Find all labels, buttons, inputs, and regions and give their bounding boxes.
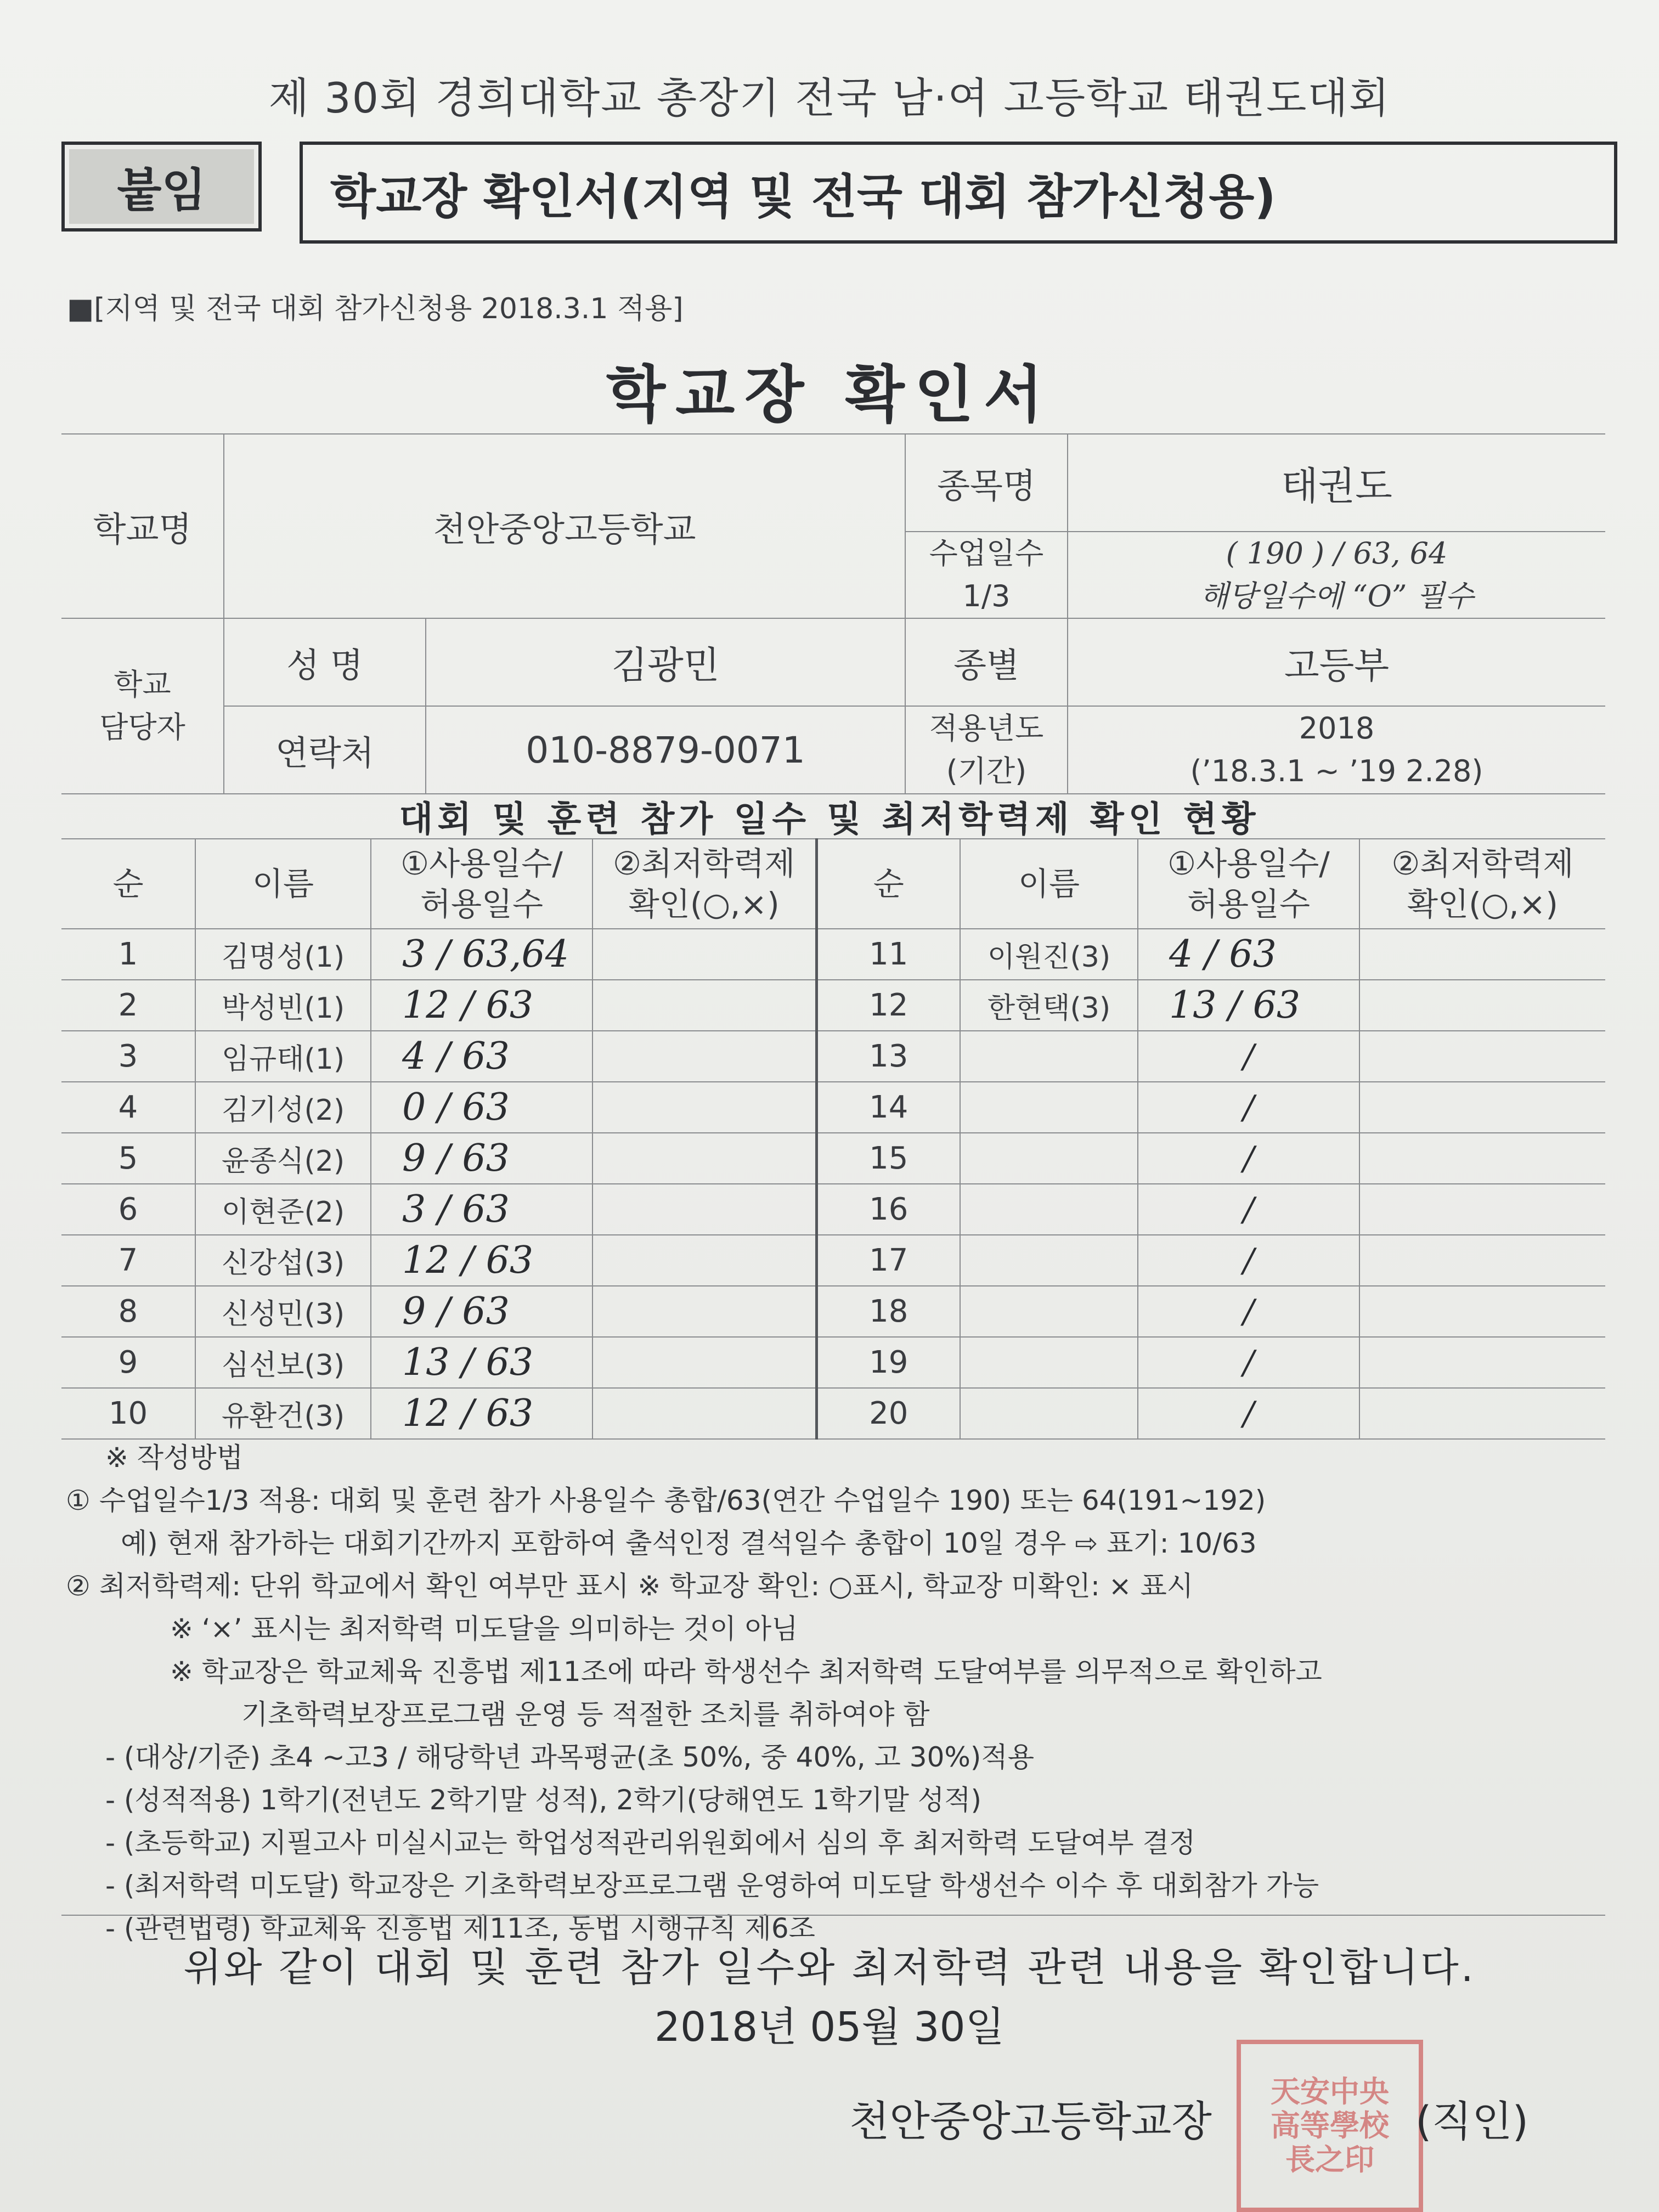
cell-used-days: / <box>1138 1184 1359 1235</box>
cell-no: 2 <box>61 980 195 1031</box>
cell-no: 12 <box>816 980 960 1031</box>
school-label: 학교명 <box>61 434 224 618</box>
event-value: 태권도 <box>1068 434 1605 532</box>
cell-used-days: / <box>1138 1235 1359 1286</box>
cell-check <box>1359 1235 1605 1286</box>
cell-name <box>960 1286 1138 1337</box>
phone-value: 010-8879-0071 <box>426 706 905 794</box>
note-1: ① 수업일수1/3 적용: 대회 및 훈련 참가 사용일수 총합/63(연간 수업일수 190) 또는 64(191~192) <box>66 1485 1266 1516</box>
section-title: 대회 및 훈련 참가 일수 및 최저학력제 확인 현황 <box>399 799 1260 840</box>
period-label <box>905 706 1068 794</box>
cell-used-days: 9 / 63 <box>371 1286 592 1337</box>
attachment-label-box <box>61 142 262 232</box>
header-no-right: 순 <box>816 839 960 929</box>
cell-name <box>960 1082 1138 1133</box>
divider <box>61 1915 1605 1916</box>
cell-check <box>1359 1082 1605 1133</box>
header-check-line1: ②최저학력제 <box>613 845 795 882</box>
cell-used-days: 4 / 63 <box>1138 929 1359 980</box>
note-8: - (성적적용) 1학기(전년도 2학기말 성적), 2학기(당해연도 1학기말 성적) <box>105 1784 981 1816</box>
cell-check <box>1359 1031 1605 1082</box>
name-value: 김광민 <box>426 618 905 706</box>
cell-name: 한현택(3) <box>960 980 1138 1031</box>
division-value: 고등부 <box>1068 618 1605 706</box>
cell-name: 김기성(2) <box>195 1082 371 1133</box>
event-title: 제 30회 경희대학교 총장기 전국 남·여 고등학교 태권도대회 <box>268 74 1391 122</box>
cell-no: 1 <box>61 929 195 980</box>
cell-check <box>1359 1388 1605 1439</box>
cell-name <box>960 1133 1138 1184</box>
table-row <box>61 1031 1605 1082</box>
table-row <box>61 1337 1605 1388</box>
cell-no: 18 <box>816 1286 960 1337</box>
cell-check <box>1359 929 1605 980</box>
cell-check <box>1359 1286 1605 1337</box>
event-label: 종목명 <box>905 434 1068 532</box>
cell-used-days: 13 / 63 <box>1138 980 1359 1031</box>
table-row <box>61 1388 1605 1439</box>
class-days-label <box>905 532 1068 618</box>
cell-no: 11 <box>816 929 960 980</box>
cell-used-days: 0 / 63 <box>371 1082 592 1133</box>
cell-used-days: / <box>1138 1337 1359 1388</box>
period-value <box>1068 706 1605 794</box>
table-row <box>61 1286 1605 1337</box>
school-value: 천안중앙고등학교 <box>224 434 905 618</box>
table-row <box>61 1184 1605 1235</box>
note-11: - (관련법령) 학교체육 진흥법 제11조, 동법 시행규칙 제6조 <box>105 1912 815 1944</box>
cell-no: 7 <box>61 1235 195 1286</box>
header-check-line2: 확인(○,×) <box>628 885 780 923</box>
cell-used-days: 13 / 63 <box>371 1337 592 1388</box>
period-value-year: 2018 <box>1299 711 1375 746</box>
confirmation-statement: 위와 같이 대회 및 훈련 참가 일수와 최저학력 관련 내용을 확인합니다. <box>183 1944 1476 1990</box>
cell-no: 20 <box>816 1388 960 1439</box>
cell-name <box>960 1031 1138 1082</box>
info-table <box>61 433 1605 794</box>
class-days-value <box>1068 532 1605 618</box>
note-9: - (초등학교) 지필고사 미실시교는 학업성적관리위원회에서 심의 후 최저학력 도달여부 결정 <box>105 1827 1196 1859</box>
cell-check <box>592 1184 816 1235</box>
cell-check <box>592 1082 816 1133</box>
cell-check <box>592 1388 816 1439</box>
attachment-label: 붙임 <box>117 163 206 217</box>
roster-header-row <box>61 839 1605 929</box>
cell-used-days: / <box>1138 1388 1359 1439</box>
cell-check <box>1359 1133 1605 1184</box>
cell-check <box>1359 1184 1605 1235</box>
seal-glyph: 天安中央 高等學校 長之印 <box>1271 2074 1389 2177</box>
cell-no: 16 <box>816 1184 960 1235</box>
header-used-days-right <box>1138 839 1359 929</box>
cell-no: 19 <box>816 1337 960 1388</box>
cell-name: 이현준(2) <box>195 1184 371 1235</box>
period-label-line1: 적용년도 <box>929 711 1044 746</box>
cell-no: 14 <box>816 1082 960 1133</box>
cell-no: 6 <box>61 1184 195 1235</box>
header-check-right <box>1359 839 1605 929</box>
phone-label: 연락처 <box>224 706 426 794</box>
cell-used-days: 9 / 63 <box>371 1133 592 1184</box>
cell-no: 5 <box>61 1133 195 1184</box>
cell-check <box>1359 980 1605 1031</box>
header-check <box>592 839 816 929</box>
seal-label: (직인) <box>1415 2097 1529 2146</box>
class-days-label-line1: 수업일수 <box>929 536 1044 571</box>
cell-name: 신성민(3) <box>195 1286 371 1337</box>
header-name: 이름 <box>195 839 371 929</box>
cell-used-days: 12 / 63 <box>371 980 592 1031</box>
cell-used-days: / <box>1138 1286 1359 1337</box>
cell-check <box>592 929 816 980</box>
cell-check <box>592 1133 816 1184</box>
cell-used-days: 12 / 63 <box>371 1235 592 1286</box>
headline-box <box>300 142 1617 244</box>
class-days-note: 해당일수에 “O” 필수 <box>1200 579 1474 613</box>
cell-name: 신강섭(3) <box>195 1235 371 1286</box>
division-label: 종별 <box>905 618 1068 706</box>
contact-person-label-line1: 학교 <box>114 667 171 702</box>
cell-check <box>592 1031 816 1082</box>
header-used-line2: 허용일수 <box>420 885 544 923</box>
writing-instructions <box>66 1436 1618 1950</box>
note-7: - (대상/기준) 초4 ~고3 / 해당학년 과목평균(초 50%, 중 40%, 고 30%)적용 <box>105 1741 1034 1773</box>
cell-used-days: / <box>1138 1133 1359 1184</box>
note-2: 예) 현재 참가하는 대회기간까지 포함하여 출석인정 결석일수 총합이 10일 경우 ⇨ 표기: 10/63 <box>121 1527 1257 1559</box>
period-value-range: (’18.3.1 ~ ’19 2.28) <box>1190 754 1483 788</box>
roster-table <box>61 838 1605 1440</box>
name-label: 성 명 <box>224 618 426 706</box>
cell-used-days: / <box>1138 1082 1359 1133</box>
cell-used-days: 3 / 63 <box>371 1184 592 1235</box>
signer-title: 천안중앙고등학교장 <box>849 2097 1212 2146</box>
cell-check <box>1359 1337 1605 1388</box>
cell-name: 윤종식(2) <box>195 1133 371 1184</box>
header-no: 순 <box>61 839 195 929</box>
cell-check <box>592 1286 816 1337</box>
class-days-figures: ( 190 ) / 63, 64 <box>1226 536 1448 571</box>
header-used-line1: ①사용일수/ <box>400 845 563 882</box>
period-label-line2: (기간) <box>946 754 1027 788</box>
note-10: - (최저학력 미도달) 학교장은 기초학력보장프로그램 운영하여 미도달 학생선수 이수 후 대회참가 가능 <box>105 1870 1319 1901</box>
cell-used-days: / <box>1138 1031 1359 1082</box>
cell-name: 김명성(1) <box>195 929 371 980</box>
cell-no: 9 <box>61 1337 195 1388</box>
note-6: 기초학력보장프로그램 운영 등 적절한 조치를 취하여야 함 <box>241 1699 930 1730</box>
cell-name: 박성빈(1) <box>195 980 371 1031</box>
note-5: ※ 학교장은 학교체육 진흥법 제11조에 따라 학생선수 최저학력 도달여부를 의무적으로 확인하고 <box>170 1656 1322 1688</box>
cell-name <box>960 1337 1138 1388</box>
header-used-right-line2: 허용일수 <box>1187 885 1311 923</box>
cell-name: 심선보(3) <box>195 1337 371 1388</box>
header-check-right-line2: 확인(○,×) <box>1407 885 1558 923</box>
cell-check <box>592 980 816 1031</box>
cell-name <box>960 1388 1138 1439</box>
header-used-right-line1: ①사용일수/ <box>1167 845 1330 882</box>
class-days-label-line2: 1/3 <box>962 579 1011 613</box>
note-3: ② 최저학력제: 단위 학교에서 확인 여부만 표시 ※ 학교장 확인: ○표시, 학교장 미확인: × 표시 <box>66 1570 1194 1602</box>
cell-name: 임규태(1) <box>195 1031 371 1082</box>
cell-used-days: 3 / 63,64 <box>371 929 592 980</box>
cell-no: 3 <box>61 1031 195 1082</box>
contact-person-label <box>61 618 224 794</box>
table-row <box>61 1082 1605 1133</box>
cell-no: 15 <box>816 1133 960 1184</box>
table-row <box>61 980 1605 1031</box>
contact-person-label-line2: 담당자 <box>99 710 185 744</box>
table-row <box>61 1235 1605 1286</box>
cell-no: 4 <box>61 1082 195 1133</box>
table-row <box>61 1133 1605 1184</box>
issue-date: 2018년 05월 30일 <box>654 2004 1005 2051</box>
cell-no: 13 <box>816 1031 960 1082</box>
header-name-right: 이름 <box>960 839 1138 929</box>
subheading: ■[지역 및 전국 대회 참가신청용 2018.3.1 적용] <box>67 292 684 325</box>
cell-no: 10 <box>61 1388 195 1439</box>
header-used-days <box>371 839 592 929</box>
table-row <box>61 929 1605 980</box>
cell-name <box>960 1184 1138 1235</box>
note-4: ※ ‘×’ 표시는 최저학력 미도달을 의미하는 것이 아님 <box>170 1613 798 1645</box>
cell-used-days: 12 / 63 <box>371 1388 592 1439</box>
cell-name <box>960 1235 1138 1286</box>
cell-name: 이원진(3) <box>960 929 1138 980</box>
cell-used-days: 4 / 63 <box>371 1031 592 1082</box>
cell-check <box>592 1337 816 1388</box>
cell-no: 8 <box>61 1286 195 1337</box>
document-title: 학교장 확인서 <box>606 359 1053 431</box>
cell-no: 17 <box>816 1235 960 1286</box>
official-seal-stamp <box>1237 2040 1423 2212</box>
cell-name: 유환건(3) <box>195 1388 371 1439</box>
headline: 학교장 확인서(지역 및 전국 대회 참가신청용) <box>330 170 1276 224</box>
cell-check <box>592 1235 816 1286</box>
header-check-right-line1: ②최저학력제 <box>1391 845 1574 882</box>
notes-title: ※ 작성방법 <box>105 1442 243 1474</box>
